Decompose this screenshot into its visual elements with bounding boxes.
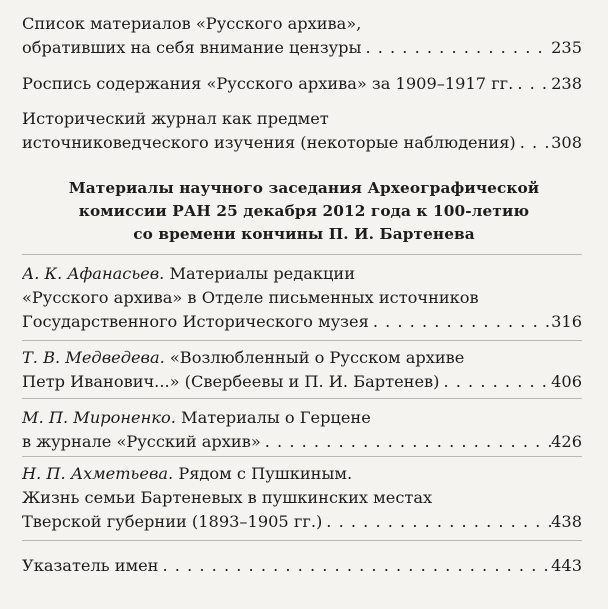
toc-entry-name-index (22, 554, 582, 578)
toc-author: А. К. Афанасьев. (22, 264, 165, 283)
dot-leader (261, 430, 551, 454)
toc-entry-line (22, 406, 582, 430)
toc-entry-title-start: Материалы редакции (164, 264, 355, 283)
toc-entry-leader-line (22, 36, 582, 60)
toc-page-number: 438 (551, 512, 582, 531)
toc-entry-leader-line (22, 310, 582, 334)
toc-entry-line (22, 346, 582, 370)
section-heading (20, 177, 588, 246)
toc-page-number: 238 (551, 74, 582, 93)
toc-entry-title: обративших на себя внимание цензуры (22, 38, 362, 57)
toc-entry-contents-1909-1917 (22, 72, 582, 96)
toc-page-number: 443 (551, 556, 582, 575)
toc-entry-afanasyev (22, 262, 582, 334)
toc-entry-leader-line (22, 554, 582, 578)
toc-entry-title-start: Рядом с Пушкиным. (173, 464, 353, 483)
toc-entry-title-start: «Возлюбленный о Русском архиве (164, 348, 465, 367)
toc-page-number: 235 (551, 38, 582, 57)
dot-leader (516, 131, 551, 155)
toc-entry-medvedeva (22, 346, 582, 394)
toc-entry-title: Указатель имен (22, 556, 159, 575)
toc-entry-title: Петр Иванович...» (Свербеевы и П. И. Бартенев) (22, 372, 440, 391)
toc-entry-leader-line (22, 430, 582, 454)
toc-page-number: 426 (551, 432, 582, 451)
toc-entry-line: «Русского архива» в Отделе письменных источников (22, 288, 479, 307)
toc-entry-leader-line (22, 510, 582, 534)
toc-author: М. П. Мироненко. (22, 408, 176, 427)
divider (22, 540, 582, 541)
toc-entry-line: Жизнь семьи Бартеневых в пушкинских местах (22, 488, 433, 507)
toc-entry-title-start: Материалы о Герцене (175, 408, 371, 427)
toc-entry-mironenko (22, 406, 582, 454)
toc-author: Н. П. Ахметьева. (22, 464, 174, 483)
section-heading-line: Материалы научного заседания Археографической (68, 179, 540, 197)
dot-leader (439, 370, 551, 394)
divider (22, 398, 582, 399)
toc-entry-title: Роспись содержания «Русского архива» за 1909–1917 гг. (22, 74, 514, 93)
toc-entry-line: Исторический журнал как предмет (22, 109, 329, 128)
toc-entry-title: Тверской губернии (1893–1905 гг.) (22, 512, 323, 531)
toc-author: Т. В. Медведева. (22, 348, 165, 367)
toc-entry-title: в журнале «Русский архив» (22, 432, 261, 451)
toc-page-number: 406 (551, 372, 582, 391)
toc-entry-line: Список материалов «Русского архива», (22, 14, 362, 33)
toc-entry-line (22, 262, 582, 286)
toc-entry-title: Государственного Исторического музея (22, 312, 369, 331)
dot-leader (158, 554, 551, 578)
toc-page-number: 316 (551, 312, 582, 331)
toc-entry-leader-line (22, 370, 582, 394)
dot-leader (322, 510, 551, 534)
section-heading-line: со времени кончины П. И. Бартенева (133, 225, 475, 243)
toc-entry-leader-line (22, 131, 582, 155)
toc-entry-censorship-list (22, 12, 582, 60)
toc-entry-akhmetyeva (22, 462, 582, 534)
divider (22, 254, 582, 255)
dot-leader (369, 310, 551, 334)
dot-leader (361, 36, 551, 60)
divider (22, 340, 582, 341)
toc-entry-title: источниковедческого изучения (некоторые наблюдения) (22, 133, 516, 152)
divider (22, 456, 582, 457)
toc-entry-line (22, 462, 582, 486)
dot-leader (513, 72, 551, 96)
section-heading-line: комиссии РАН 25 декабря 2012 года к 100-летию (78, 202, 530, 220)
toc-page-number: 308 (551, 133, 582, 152)
toc-entry-historical-journal (22, 107, 582, 155)
toc-entry-leader-line (22, 72, 582, 96)
